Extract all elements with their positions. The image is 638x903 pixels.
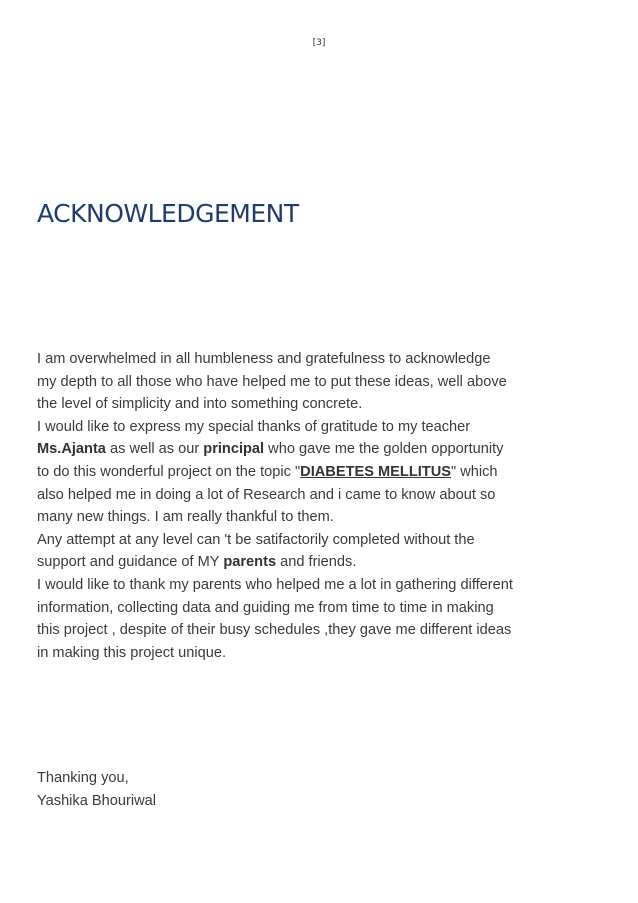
body-line: Any attempt at any level can 't be satifactorily completed without the xyxy=(37,531,475,548)
page-title: ACKNOWLEDGEMENT xyxy=(37,199,299,228)
project-topic: DIABETES MELLITUS xyxy=(300,463,451,480)
body-text-fragment: to do this wonderful project on the topic " xyxy=(37,463,301,480)
body-line: I would like to thank my parents who helped me a lot in gathering different xyxy=(37,576,513,593)
closing-block xyxy=(37,767,156,812)
teacher-name: Ms.Ajanta xyxy=(37,441,106,458)
closing-greeting: Thanking you, xyxy=(37,770,129,786)
body-line xyxy=(37,438,607,461)
parents-word: parents xyxy=(223,554,277,571)
body-line: many new things. I am really thankful to them. xyxy=(37,509,334,526)
signature-name: Yashika Bhouriwal xyxy=(37,792,156,809)
principal-word: principal xyxy=(203,441,265,458)
body-line: information, collecting data and guiding me from time to time in making xyxy=(37,599,494,616)
body-text-fragment: as well as our xyxy=(105,441,204,458)
body-text-fragment: " which xyxy=(450,463,498,480)
body-line: my depth to all those who have helped me to put these ideas, well above xyxy=(37,373,507,390)
body-line xyxy=(37,461,607,484)
body-text-fragment: support and guidance of MY xyxy=(37,554,224,571)
body-line: the level of simplicity and into something concrete. xyxy=(37,396,363,413)
body-line: this project , despite of their busy schedules ,they gave me different ideas xyxy=(37,622,512,639)
body-line: I am overwhelmed in all humbleness and gratefulness to acknowledge xyxy=(37,351,491,367)
body-text-fragment: who gave me the golden opportunity xyxy=(264,441,504,458)
body-line: I would like to express my special thanks of gratitude to my teacher xyxy=(37,418,471,435)
page-number: [3] xyxy=(312,38,326,48)
body-line: also helped me in doing a lot of Research and i came to know about so xyxy=(37,486,496,503)
body-line: in making this project unique. xyxy=(37,644,227,661)
body-text-fragment: and friends. xyxy=(276,554,357,571)
acknowledgement-body xyxy=(37,348,607,664)
body-line xyxy=(37,551,607,574)
